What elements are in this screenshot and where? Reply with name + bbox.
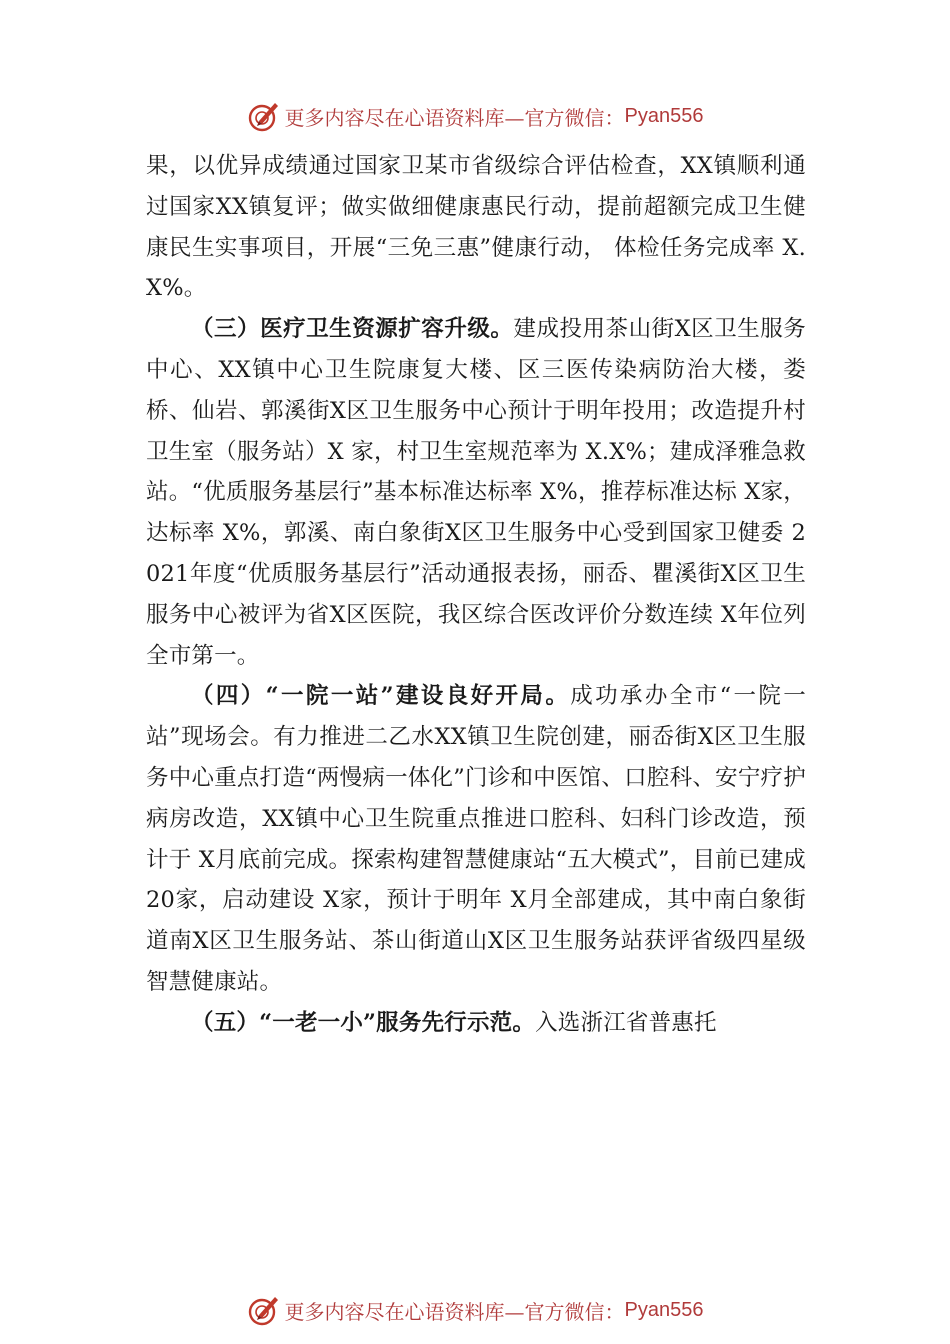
section-text-5: 入选浙江省普惠托	[535, 1009, 717, 1036]
banner-wechat-id: Pyan556	[624, 104, 704, 127]
footer-banner	[0, 1290, 950, 1330]
banner-brand-text: 更多内容尽在心语资料库—官方微信：	[284, 105, 625, 130]
paragraph-elderly-children	[146, 1003, 806, 1044]
section-text-4: 成功承办全市“一院一站”现场会。有力推进二乙水XX镇卫生院创建，丽岙街X区卫生服务中心重点打造“两慢病一体化”门诊和中医馆、口腔科、安宁疗护病房改造，XX镇中心卫生院重点推进口腔科、妇科门诊改造，预计于 X月底前完成。探索构建智慧健康站“五大模式”，目前已建成 20家，启动建设 X家，预计于明年 X月全部建成，其中南白象街道南X区卫生服务站、茶山街道山X区卫生服务站获评省级四星级智慧健康站。	[146, 683, 806, 995]
paragraph-medical-resources	[146, 309, 806, 676]
section-heading-5: （五）“一老一小”服务先行示范。	[191, 1009, 536, 1036]
pen-logo-icon	[247, 99, 281, 133]
pen-logo-icon	[247, 1293, 281, 1327]
section-heading-4: （四）“一院一站”建设良好开局。	[191, 683, 571, 710]
banner-wechat-id: Pyan556	[624, 1298, 704, 1321]
paragraph-one-hospital-one-station	[146, 676, 806, 1002]
header-banner	[0, 96, 950, 136]
document-body	[146, 146, 806, 1044]
section-text-3: 建成投用茶山街X区卫生服务中心、XX镇中心卫生院康复大楼、区三医传染病防治大楼，娄桥、仙岩、郭溪街X区卫生服务中心预计于明年投用；改造提升村卫生室（服务站）X 家，村卫生室规范率为 X.X%；建成泽雅急救站。“优质服务基层行”基本标准达标率 X%，推荐标准达标 X家，达标率 X%，郭溪、南白象街X区卫生服务中心受到国家卫健委 2021年度“优质服务基层行”活动通报表扬，丽岙、瞿溪街X区卫生服务中心被评为省X区医院，我区综合医改评价分数连续 X年位列全市第一。	[146, 316, 806, 669]
paragraph-continuation: 果，以优异成绩通过国家卫某市省级综合评估检查，XX镇顺利通过国家XX镇复评；做实做细健康惠民行动，提前超额完成卫生健康民生实事项目，开展“三免三惠”健康行动， 体检任务完成率 X.X%。	[146, 153, 806, 302]
banner-brand-text: 更多内容尽在心语资料库—官方微信：	[284, 1299, 625, 1324]
section-heading-3: （三）医疗卫生资源扩容升级。	[191, 316, 514, 343]
